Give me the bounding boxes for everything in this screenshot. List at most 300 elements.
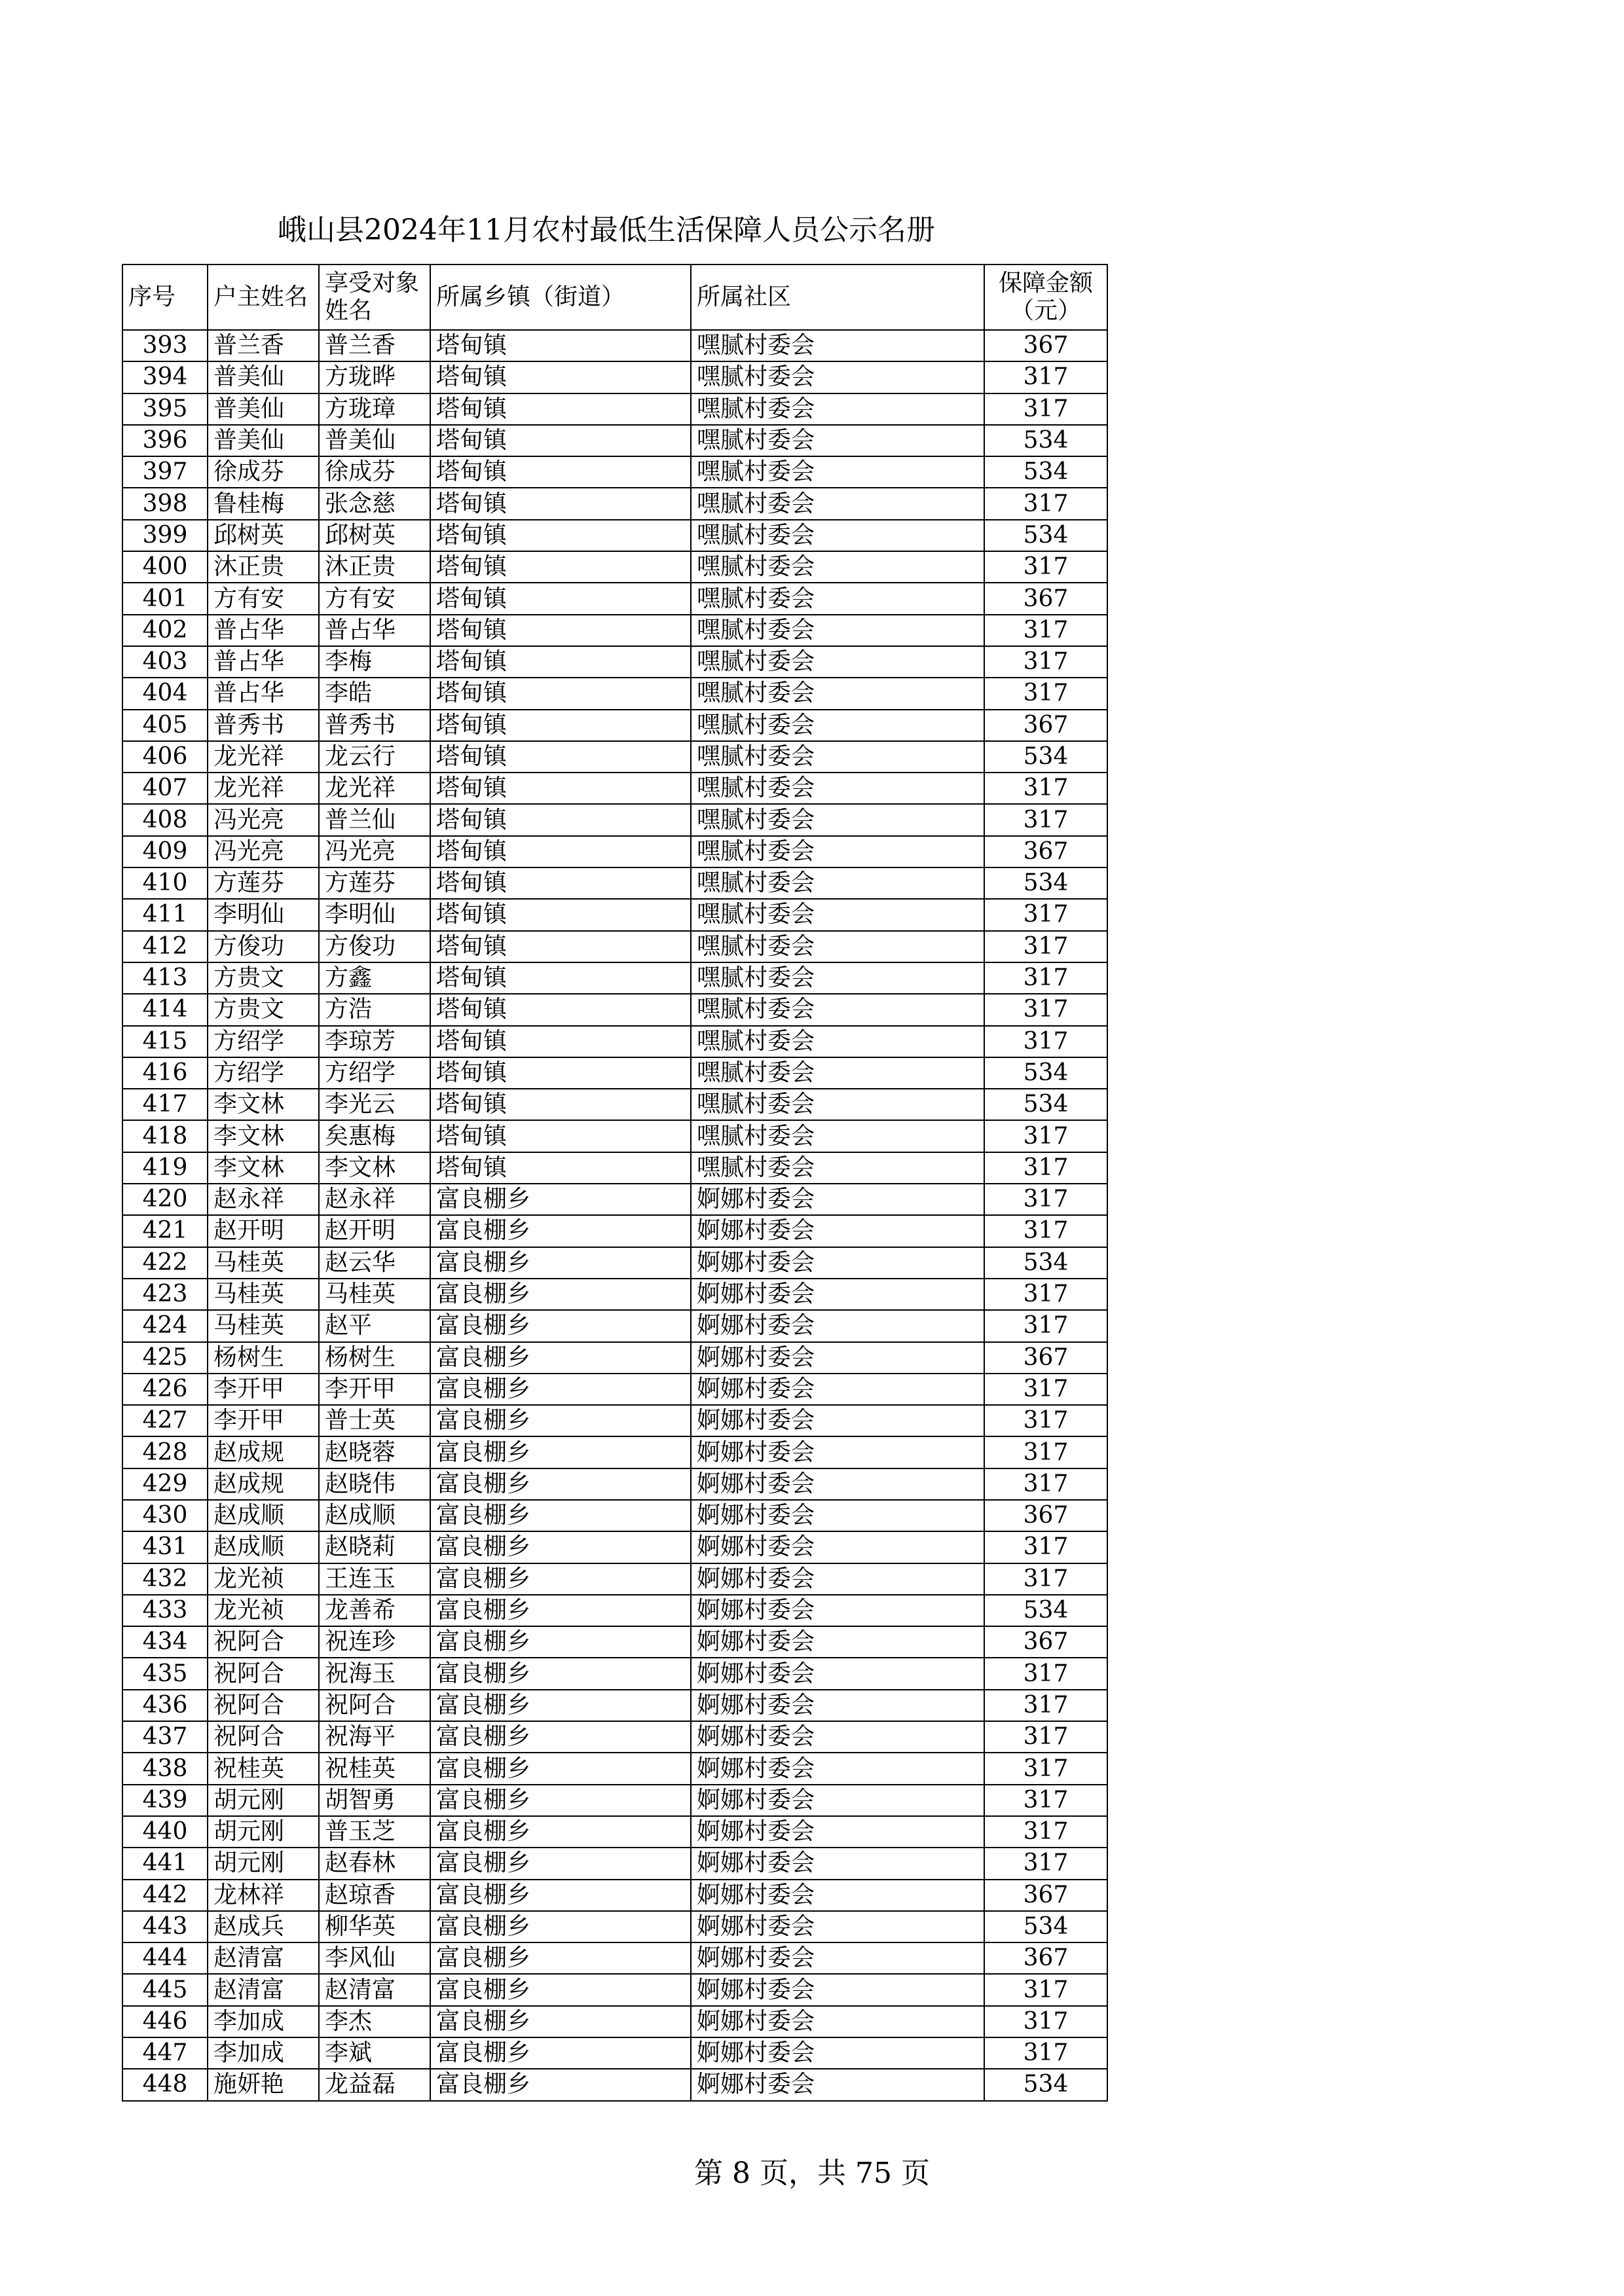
cell-household-head: 龙光祯: [208, 1563, 319, 1595]
cell-township: 塔甸镇: [430, 678, 691, 709]
cell-township: 富良棚乡: [430, 1880, 691, 1911]
table-row: [122, 1152, 1107, 1184]
table-row: [122, 583, 1107, 614]
cell-amount: 317: [984, 488, 1107, 519]
cell-community: 嘿腻村委会: [691, 710, 984, 741]
cell-amount: 367: [984, 1942, 1107, 1974]
cell-serial-no: 422: [122, 1247, 208, 1279]
cell-serial-no: 442: [122, 1880, 208, 1911]
table-row: [122, 1468, 1107, 1500]
cell-amount: 317: [984, 1215, 1107, 1247]
cell-household-head: 胡元刚: [208, 1785, 319, 1816]
cell-serial-no: 406: [122, 741, 208, 773]
cell-beneficiary: 方珑璋: [319, 393, 430, 425]
header-community: 所属社区: [691, 264, 984, 330]
cell-beneficiary: 普士英: [319, 1405, 430, 1436]
table-row: [122, 1026, 1107, 1057]
table-row: [122, 836, 1107, 867]
cell-community: 婀娜村委会: [691, 1468, 984, 1500]
cell-serial-no: 395: [122, 393, 208, 425]
cell-serial-no: 425: [122, 1342, 208, 1374]
cell-serial-no: 402: [122, 615, 208, 646]
table-row: [122, 646, 1107, 678]
cell-beneficiary: 赵永祥: [319, 1184, 430, 1215]
cell-household-head: 赵清富: [208, 1942, 319, 1974]
cell-township: 塔甸镇: [430, 646, 691, 678]
cell-amount: 534: [984, 456, 1107, 488]
cell-serial-no: 394: [122, 361, 208, 393]
cell-amount: 317: [984, 962, 1107, 994]
cell-serial-no: 444: [122, 1942, 208, 1974]
cell-community: 嘿腻村委会: [691, 330, 984, 361]
cell-township: 塔甸镇: [430, 330, 691, 361]
cell-amount: 317: [984, 1785, 1107, 1816]
cell-household-head: 马桂英: [208, 1310, 319, 1341]
cell-amount: 534: [984, 2069, 1107, 2100]
cell-amount: 317: [984, 1721, 1107, 1753]
cell-amount: 317: [984, 773, 1107, 804]
table-row: [122, 1405, 1107, 1436]
header-beneficiary: 享受对象姓名: [319, 264, 430, 330]
cell-township: 富良棚乡: [430, 1184, 691, 1215]
cell-amount: 534: [984, 425, 1107, 456]
cell-household-head: 祝阿合: [208, 1658, 319, 1689]
table-row: [122, 488, 1107, 519]
cell-community: 婀娜村委会: [691, 1626, 984, 1658]
cell-serial-no: 424: [122, 1310, 208, 1341]
cell-beneficiary: 胡智勇: [319, 1785, 430, 1816]
cell-serial-no: 421: [122, 1215, 208, 1247]
cell-household-head: 方俊功: [208, 931, 319, 962]
cell-serial-no: 413: [122, 962, 208, 994]
table-row: [122, 899, 1107, 930]
cell-township: 塔甸镇: [430, 551, 691, 583]
cell-township: 富良棚乡: [430, 1848, 691, 1879]
cell-community: 婀娜村委会: [691, 1405, 984, 1436]
cell-community: 嘿腻村委会: [691, 1057, 984, 1089]
cell-household-head: 冯光亮: [208, 804, 319, 835]
cell-serial-no: 441: [122, 1848, 208, 1879]
cell-household-head: 马桂英: [208, 1247, 319, 1279]
cell-beneficiary: 李开甲: [319, 1374, 430, 1405]
cell-beneficiary: 张念慈: [319, 488, 430, 519]
cell-community: 嘿腻村委会: [691, 931, 984, 962]
cell-beneficiary: 方珑晔: [319, 361, 430, 393]
cell-community: 婀娜村委会: [691, 2037, 984, 2069]
table-row: [122, 425, 1107, 456]
cell-community: 嘿腻村委会: [691, 583, 984, 614]
cell-amount: 317: [984, 1974, 1107, 2005]
cell-household-head: 方莲芬: [208, 867, 319, 899]
cell-beneficiary: 方鑫: [319, 962, 430, 994]
cell-household-head: 祝阿合: [208, 1721, 319, 1753]
cell-beneficiary: 赵琼香: [319, 1880, 430, 1911]
cell-serial-no: 401: [122, 583, 208, 614]
cell-household-head: 赵开明: [208, 1215, 319, 1247]
table-row: [122, 867, 1107, 899]
cell-beneficiary: 祝连珍: [319, 1626, 430, 1658]
table-row: [122, 1816, 1107, 1848]
cell-household-head: 龙林祥: [208, 1880, 319, 1911]
cell-household-head: 马桂英: [208, 1279, 319, 1310]
cell-beneficiary: 赵春林: [319, 1848, 430, 1879]
cell-beneficiary: 祝阿合: [319, 1690, 430, 1721]
cell-serial-no: 445: [122, 1974, 208, 2005]
cell-household-head: 方贵文: [208, 962, 319, 994]
cell-township: 塔甸镇: [430, 962, 691, 994]
table-body: [122, 330, 1107, 2101]
table-row: [122, 994, 1107, 1025]
cell-community: 婀娜村委会: [691, 1816, 984, 1848]
cell-community: 嘿腻村委会: [691, 1120, 984, 1152]
cell-amount: 367: [984, 836, 1107, 867]
cell-beneficiary: 柳华英: [319, 1911, 430, 1942]
header-township: 所属乡镇（街道）: [430, 264, 691, 330]
cell-beneficiary: 龙光祥: [319, 773, 430, 804]
cell-community: 嘿腻村委会: [691, 867, 984, 899]
cell-serial-no: 432: [122, 1563, 208, 1595]
cell-beneficiary: 李皓: [319, 678, 430, 709]
cell-community: 嘿腻村委会: [691, 804, 984, 835]
cell-amount: 317: [984, 1816, 1107, 1848]
table-row: [122, 931, 1107, 962]
cell-household-head: 施妍艳: [208, 2069, 319, 2100]
cell-community: 婀娜村委会: [691, 1785, 984, 1816]
cell-serial-no: 443: [122, 1911, 208, 1942]
cell-beneficiary: 冯光亮: [319, 836, 430, 867]
cell-serial-no: 409: [122, 836, 208, 867]
cell-beneficiary: 普玉芝: [319, 1816, 430, 1848]
table-row: [122, 962, 1107, 994]
cell-serial-no: 447: [122, 2037, 208, 2069]
cell-beneficiary: 赵晓莉: [319, 1531, 430, 1563]
cell-community: 嘿腻村委会: [691, 836, 984, 867]
cell-beneficiary: 方浩: [319, 994, 430, 1025]
cell-township: 富良棚乡: [430, 1911, 691, 1942]
cell-amount: 317: [984, 1405, 1107, 1436]
table-row: [122, 456, 1107, 488]
cell-beneficiary: 方俊功: [319, 931, 430, 962]
cell-community: 婀娜村委会: [691, 1500, 984, 1531]
cell-household-head: 方绍学: [208, 1026, 319, 1057]
cell-beneficiary: 赵晓伟: [319, 1468, 430, 1500]
cell-serial-no: 427: [122, 1405, 208, 1436]
table-row: [122, 1184, 1107, 1215]
cell-community: 嘿腻村委会: [691, 615, 984, 646]
cell-township: 塔甸镇: [430, 773, 691, 804]
cell-amount: 534: [984, 1089, 1107, 1120]
cell-beneficiary: 赵云华: [319, 1247, 430, 1279]
cell-serial-no: 429: [122, 1468, 208, 1500]
cell-township: 富良棚乡: [430, 1690, 691, 1721]
cell-serial-no: 426: [122, 1374, 208, 1405]
cell-community: 婀娜村委会: [691, 1563, 984, 1595]
cell-household-head: 龙光祥: [208, 741, 319, 773]
table-row: [122, 1595, 1107, 1626]
cell-household-head: 普美仙: [208, 393, 319, 425]
cell-amount: 317: [984, 2037, 1107, 2069]
table-row: [122, 678, 1107, 709]
cell-serial-no: 419: [122, 1152, 208, 1184]
cell-serial-no: 434: [122, 1626, 208, 1658]
cell-serial-no: 448: [122, 2069, 208, 2100]
cell-township: 富良棚乡: [430, 1500, 691, 1531]
cell-household-head: 祝阿合: [208, 1690, 319, 1721]
cell-township: 富良棚乡: [430, 1405, 691, 1436]
cell-township: 塔甸镇: [430, 615, 691, 646]
cell-amount: 534: [984, 867, 1107, 899]
cell-serial-no: 416: [122, 1057, 208, 1089]
cell-beneficiary: 普美仙: [319, 425, 430, 456]
cell-serial-no: 396: [122, 425, 208, 456]
cell-serial-no: 403: [122, 646, 208, 678]
cell-township: 塔甸镇: [430, 994, 691, 1025]
cell-beneficiary: 普占华: [319, 615, 430, 646]
cell-household-head: 李文林: [208, 1152, 319, 1184]
cell-household-head: 李明仙: [208, 899, 319, 930]
table-row: [122, 330, 1107, 361]
cell-township: 富良棚乡: [430, 1215, 691, 1247]
table-row: [122, 1785, 1107, 1816]
cell-serial-no: 405: [122, 710, 208, 741]
cell-serial-no: 400: [122, 551, 208, 583]
cell-beneficiary: 李文林: [319, 1152, 430, 1184]
cell-amount: 367: [984, 1500, 1107, 1531]
table-row: [122, 1374, 1107, 1405]
table-row: [122, 393, 1107, 425]
cell-serial-no: 436: [122, 1690, 208, 1721]
cell-household-head: 李开甲: [208, 1405, 319, 1436]
cell-serial-no: 412: [122, 931, 208, 962]
table-header-row: [122, 264, 1107, 330]
cell-township: 塔甸镇: [430, 520, 691, 551]
cell-household-head: 普占华: [208, 678, 319, 709]
cell-township: 富良棚乡: [430, 2069, 691, 2100]
cell-amount: 367: [984, 710, 1107, 741]
cell-amount: 317: [984, 393, 1107, 425]
cell-beneficiary: 矣惠梅: [319, 1120, 430, 1152]
cell-community: 婀娜村委会: [691, 1436, 984, 1468]
cell-township: 富良棚乡: [430, 1942, 691, 1974]
cell-amount: 317: [984, 551, 1107, 583]
cell-beneficiary: 方有安: [319, 583, 430, 614]
cell-amount: 317: [984, 1310, 1107, 1341]
cell-community: 嘿腻村委会: [691, 899, 984, 930]
table-row: [122, 1974, 1107, 2005]
cell-community: 嘿腻村委会: [691, 1152, 984, 1184]
cell-amount: 317: [984, 1026, 1107, 1057]
cell-community: 婀娜村委会: [691, 1848, 984, 1879]
cell-township: 塔甸镇: [430, 867, 691, 899]
cell-amount: 317: [984, 1563, 1107, 1595]
table-row: [122, 1721, 1107, 1753]
cell-township: 塔甸镇: [430, 1152, 691, 1184]
cell-township: 富良棚乡: [430, 1531, 691, 1563]
cell-amount: 367: [984, 1880, 1107, 1911]
cell-beneficiary: 祝海玉: [319, 1658, 430, 1689]
cell-amount: 317: [984, 931, 1107, 962]
cell-community: 婀娜村委会: [691, 1942, 984, 1974]
cell-township: 富良棚乡: [430, 1247, 691, 1279]
cell-beneficiary: 李风仙: [319, 1942, 430, 1974]
cell-beneficiary: 赵晓蓉: [319, 1436, 430, 1468]
cell-community: 婀娜村委会: [691, 1721, 984, 1753]
table-row: [122, 2069, 1107, 2100]
cell-community: 嘿腻村委会: [691, 520, 984, 551]
table-row: [122, 1500, 1107, 1531]
table-row: [122, 1658, 1107, 1689]
cell-amount: 317: [984, 804, 1107, 835]
cell-amount: 317: [984, 1120, 1107, 1152]
cell-household-head: 沐正贵: [208, 551, 319, 583]
cell-household-head: 普秀书: [208, 710, 319, 741]
cell-household-head: 普兰香: [208, 330, 319, 361]
table-row: [122, 773, 1107, 804]
table-row: [122, 1531, 1107, 1563]
cell-community: 婀娜村委会: [691, 1310, 984, 1341]
table-row: [122, 551, 1107, 583]
cell-serial-no: 446: [122, 2006, 208, 2037]
cell-township: 塔甸镇: [430, 741, 691, 773]
cell-township: 富良棚乡: [430, 1816, 691, 1848]
cell-amount: 317: [984, 1658, 1107, 1689]
cell-household-head: 赵成规: [208, 1436, 319, 1468]
cell-serial-no: 438: [122, 1753, 208, 1784]
cell-amount: 317: [984, 678, 1107, 709]
table-row: [122, 1279, 1107, 1310]
cell-beneficiary: 马桂英: [319, 1279, 430, 1310]
cell-community: 婀娜村委会: [691, 2069, 984, 2100]
cell-community: 婀娜村委会: [691, 1374, 984, 1405]
cell-household-head: 徐成芬: [208, 456, 319, 488]
cell-household-head: 普占华: [208, 615, 319, 646]
table-row: [122, 1690, 1107, 1721]
cell-serial-no: 404: [122, 678, 208, 709]
table-row: [122, 1911, 1107, 1942]
cell-serial-no: 423: [122, 1279, 208, 1310]
table-row: [122, 1247, 1107, 1279]
cell-household-head: 赵成顺: [208, 1500, 319, 1531]
cell-household-head: 李开甲: [208, 1374, 319, 1405]
cell-township: 富良棚乡: [430, 1342, 691, 1374]
cell-amount: 367: [984, 583, 1107, 614]
cell-household-head: 方有安: [208, 583, 319, 614]
cell-amount: 317: [984, 615, 1107, 646]
cell-beneficiary: 李光云: [319, 1089, 430, 1120]
cell-serial-no: 414: [122, 994, 208, 1025]
cell-serial-no: 410: [122, 867, 208, 899]
cell-household-head: 鲁桂梅: [208, 488, 319, 519]
cell-community: 嘿腻村委会: [691, 741, 984, 773]
cell-community: 嘿腻村委会: [691, 551, 984, 583]
cell-amount: 317: [984, 2006, 1107, 2037]
cell-amount: 367: [984, 1626, 1107, 1658]
cell-township: 富良棚乡: [430, 1468, 691, 1500]
cell-household-head: 方绍学: [208, 1057, 319, 1089]
cell-community: 嘿腻村委会: [691, 678, 984, 709]
cell-beneficiary: 普兰仙: [319, 804, 430, 835]
table-row: [122, 1436, 1107, 1468]
cell-community: 婀娜村委会: [691, 1342, 984, 1374]
cell-beneficiary: 方莲芬: [319, 867, 430, 899]
cell-household-head: 方贵文: [208, 994, 319, 1025]
cell-township: 塔甸镇: [430, 583, 691, 614]
cell-township: 富良棚乡: [430, 1658, 691, 1689]
cell-household-head: 李加成: [208, 2006, 319, 2037]
cell-household-head: 龙光祥: [208, 773, 319, 804]
table-row: [122, 1563, 1107, 1595]
cell-household-head: 普美仙: [208, 425, 319, 456]
cell-amount: 317: [984, 1531, 1107, 1563]
cell-amount: 317: [984, 1184, 1107, 1215]
table-row: [122, 1942, 1107, 1974]
cell-township: 富良棚乡: [430, 1436, 691, 1468]
cell-community: 婀娜村委会: [691, 1658, 984, 1689]
cell-community: 婀娜村委会: [691, 1690, 984, 1721]
cell-township: 塔甸镇: [430, 899, 691, 930]
cell-household-head: 赵成顺: [208, 1531, 319, 1563]
cell-community: 婀娜村委会: [691, 1531, 984, 1563]
cell-amount: 534: [984, 520, 1107, 551]
cell-amount: 367: [984, 330, 1107, 361]
cell-township: 富良棚乡: [430, 1279, 691, 1310]
cell-amount: 317: [984, 994, 1107, 1025]
cell-serial-no: 428: [122, 1436, 208, 1468]
cell-serial-no: 437: [122, 1721, 208, 1753]
cell-community: 嘿腻村委会: [691, 994, 984, 1025]
cell-serial-no: 439: [122, 1785, 208, 1816]
cell-community: 嘿腻村委会: [691, 456, 984, 488]
cell-community: 婀娜村委会: [691, 2006, 984, 2037]
cell-township: 富良棚乡: [430, 2006, 691, 2037]
cell-community: 婀娜村委会: [691, 1880, 984, 1911]
cell-community: 嘿腻村委会: [691, 393, 984, 425]
cell-amount: 317: [984, 1753, 1107, 1784]
cell-amount: 317: [984, 361, 1107, 393]
cell-amount: 317: [984, 1152, 1107, 1184]
table-row: [122, 1626, 1107, 1658]
cell-household-head: 赵永祥: [208, 1184, 319, 1215]
table-row: [122, 2006, 1107, 2037]
cell-serial-no: 440: [122, 1816, 208, 1848]
cell-township: 富良棚乡: [430, 1626, 691, 1658]
cell-household-head: 赵清富: [208, 1974, 319, 2005]
table-row: [122, 804, 1107, 835]
cell-household-head: 赵成规: [208, 1468, 319, 1500]
cell-community: 婀娜村委会: [691, 1595, 984, 1626]
cell-serial-no: 407: [122, 773, 208, 804]
cell-serial-no: 408: [122, 804, 208, 835]
cell-serial-no: 399: [122, 520, 208, 551]
cell-amount: 534: [984, 1057, 1107, 1089]
cell-beneficiary: 杨树生: [319, 1342, 430, 1374]
cell-amount: 317: [984, 646, 1107, 678]
cell-household-head: 祝阿合: [208, 1626, 319, 1658]
table-row: [122, 361, 1107, 393]
cell-household-head: 普占华: [208, 646, 319, 678]
cell-community: 婀娜村委会: [691, 1911, 984, 1942]
cell-township: 塔甸镇: [430, 488, 691, 519]
cell-beneficiary: 赵清富: [319, 1974, 430, 2005]
cell-township: 富良棚乡: [430, 1974, 691, 2005]
cell-beneficiary: 李杰: [319, 2006, 430, 2037]
cell-community: 嘿腻村委会: [691, 361, 984, 393]
cell-township: 塔甸镇: [430, 1026, 691, 1057]
cell-township: 塔甸镇: [430, 836, 691, 867]
cell-community: 婀娜村委会: [691, 1247, 984, 1279]
cell-community: 嘿腻村委会: [691, 425, 984, 456]
header-household-head: 户主姓名: [208, 264, 319, 330]
